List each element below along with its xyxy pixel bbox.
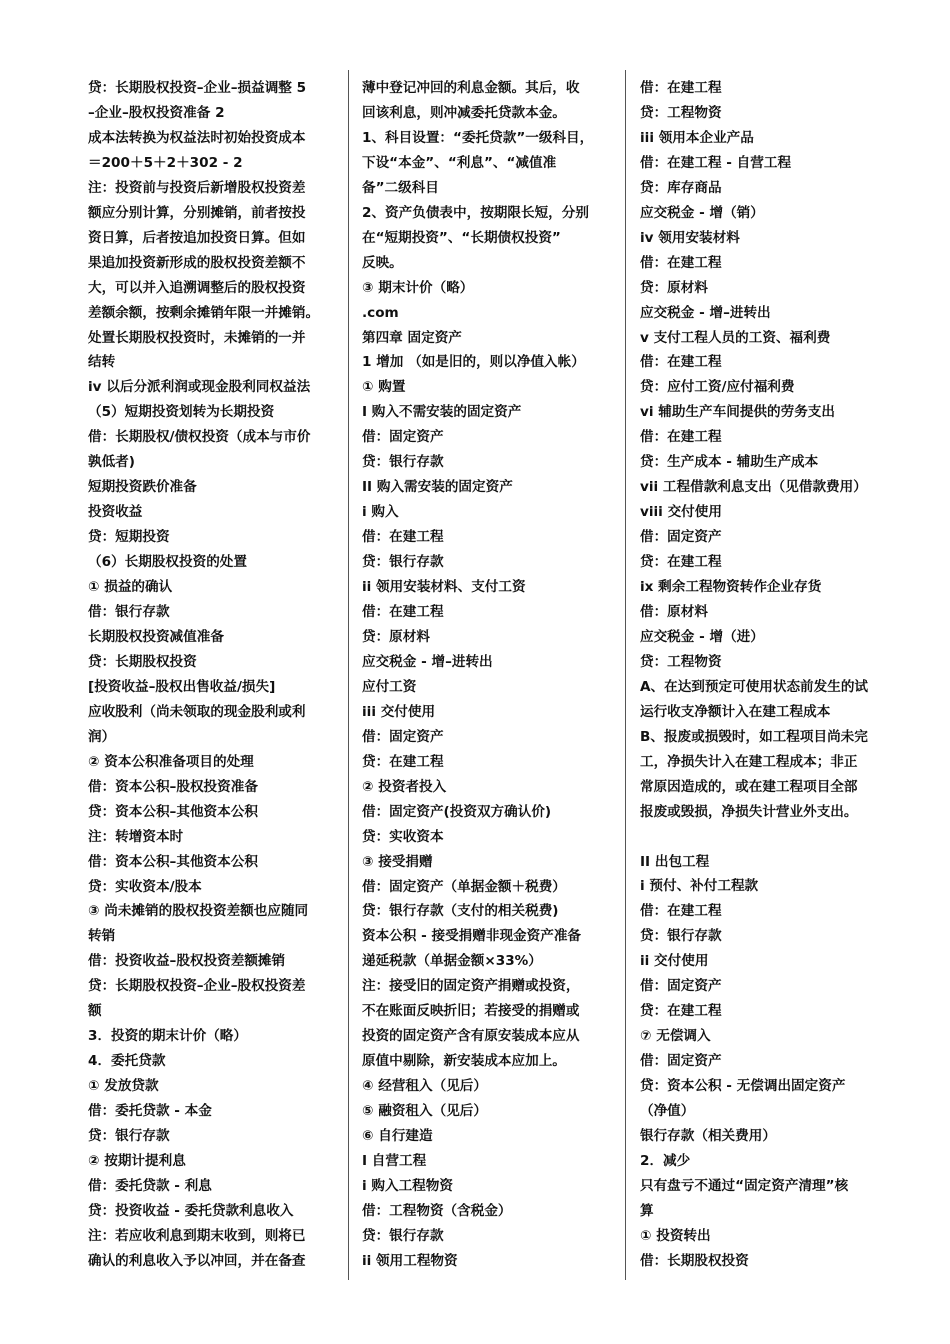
text-line: viii 交付使用 (640, 504, 722, 521)
text-line: 借：固定资产（单据金额＋税费） (362, 878, 566, 895)
text-line: 孰低者) (88, 454, 135, 471)
text-column-3 (640, 76, 890, 1274)
text-line: ⑤ 融资租入（见后） (362, 1103, 487, 1120)
text-line: 贷：库存商品 (640, 179, 722, 196)
text-line: 短期投资跌价准备 (88, 479, 197, 496)
text-line: 贷：银行存款 (362, 1227, 444, 1244)
text-line: 借：固定资产 (640, 529, 722, 546)
text-line: iv 领用安装材料 (640, 229, 740, 246)
text-line: ③ 接受捐赠 (362, 853, 433, 870)
text-line: 资本公积 - 接受捐赠非现金资产准备 (362, 928, 582, 945)
text-line: ③ 尚未摊销的股权投资差额也应随同 (88, 903, 309, 920)
text-line: 长期股权投资减值准备 (88, 628, 224, 645)
text-line: 借：固定资产 (640, 978, 722, 995)
text-line: 3．投资的期末计价（略） (88, 1028, 247, 1045)
text-line: 借：工程物资（含税金） (362, 1202, 512, 1219)
text-line: 转销 (88, 928, 116, 945)
text-line: 常原因造成的，或在建工程项目全部 (640, 778, 858, 795)
text-line: 借：投资收益–股权投资差额摊销 (88, 953, 286, 970)
text-line: B、报废或损毁时，如工程项目尚未完 (640, 728, 868, 745)
text-line: 果追加投资新形成的股权投资差额不 (88, 254, 306, 271)
text-line: 运行收支净额计入在建工程成本 (640, 703, 831, 720)
text-line: 借：在建工程 - 自营工程 (640, 154, 792, 171)
text-line: ⑥ 自行建造 (362, 1128, 433, 1145)
text-line: 薄中登记冲回的利息金额。其后，收 (362, 80, 580, 96)
text-line: 回该利息，则冲减委托贷款本金。 (362, 104, 566, 121)
text-line: 贷：资本公积–其他资本公积 (88, 803, 258, 820)
text-line: 应交税金 - 增（销） (640, 204, 764, 221)
text-line: 结转 (88, 354, 116, 371)
text-line: ① 损益的确认 (88, 579, 173, 596)
text-line: 借：在建工程 (640, 254, 722, 271)
text-line: I 购入不需安装的固定资产 (362, 404, 522, 421)
text-line: 贷：银行存款 (362, 554, 444, 571)
text-line: ② 按期计提利息 (88, 1152, 186, 1169)
text-line: 贷：工程物资 (640, 104, 722, 121)
text-line: 额应分别计算，分别摊销，前者按投 (88, 204, 306, 221)
text-line: 应收股利（尚未领取的现金股利或利 (88, 703, 306, 720)
text-line: A、在达到预定可使用状态前发生的试 (640, 678, 869, 695)
text-line: v 支付工程人员的工资、福利费 (640, 329, 831, 346)
text-line: 贷：长期股权投资–企业–股权投资差 (88, 978, 306, 995)
column-divider (625, 70, 626, 1280)
text-line: ① 投资转出 (640, 1227, 711, 1244)
text-line: 投资收益 (88, 504, 143, 521)
text-line: ＝200＋5＋2＋302 - 2 (88, 154, 243, 171)
text-line: 资日算，后者按追加投资日算。但如 (88, 229, 306, 246)
text-line: 贷：银行存款（支付的相关税费) (362, 903, 559, 920)
text-line: 投资的固定资产含有原安装成本应从 (362, 1028, 580, 1045)
text-line: 反映。 (362, 254, 403, 271)
text-line: 工，净损失计入在建工程成本；非正 (640, 753, 858, 770)
text-line: ② 资本公积准备项目的处理 (88, 753, 254, 770)
text-line: 应交税金 - 增（进） (640, 628, 764, 645)
text-line: 贷：原材料 (640, 279, 708, 296)
text-line: II 出包工程 (640, 853, 710, 870)
text-line: 借：委托贷款 - 本金 (88, 1103, 212, 1120)
text-line: i 购入工程物资 (362, 1177, 453, 1194)
text-line: 贷：在建工程 (640, 1003, 722, 1020)
text-line: .com (362, 304, 399, 321)
text-line: 在“短期投资”、“长期债权投资” (362, 229, 561, 246)
text-line: （净值） (640, 1103, 695, 1120)
text-line: ii 领用安装材料、支付工资 (362, 579, 526, 596)
text-line: 借：委托贷款 - 利息 (88, 1177, 212, 1194)
text-line: 第四章 固定资产 (362, 329, 462, 346)
text-line: 处置长期股权投资时，未摊销的一并 (88, 329, 306, 346)
text-line: I 自营工程 (362, 1152, 427, 1169)
text-line: 借：长期股权/债权投资（成本与市价 (88, 429, 311, 446)
text-line: ② 投资者投入 (362, 778, 447, 795)
text-line: 不在账面反映折旧；若接受的捐赠或 (362, 1003, 580, 1020)
text-line: 报废或毁损，净损失计营业外支出。 (640, 803, 858, 820)
text-line: 贷：长期股权投资 (88, 653, 197, 670)
text-line: 贷：银行存款 (640, 928, 722, 945)
text-line: （6）长期股权投资的处置 (88, 554, 247, 571)
text-line: 借：在建工程 (640, 354, 722, 371)
text-line: 贷：银行存款 (362, 454, 444, 471)
text-line: 额 (88, 1003, 102, 1020)
text-line: 成本法转换为权益法时初始投资成本 (88, 129, 306, 146)
text-line: 借：在建工程 (640, 903, 722, 920)
text-line: ii 交付使用 (640, 953, 709, 970)
text-line: 借：在建工程 (362, 529, 444, 546)
text-line: 注：投资前与投资后新增股权投资差 (88, 179, 306, 196)
text-line: ④ 经营租入（见后） (362, 1078, 487, 1095)
text-line: 只有盘亏不通过“固定资产清理”核 (640, 1177, 849, 1194)
text-line: 注：若应收利息到期末收到，则将已 (88, 1227, 306, 1244)
text-line: 贷：生产成本 - 辅助生产成本 (640, 454, 819, 471)
text-line: vi 辅助生产车间提供的劳务支出 (640, 404, 835, 421)
text-line: 借：固定资产 (362, 429, 444, 446)
text-line: 2、资产负债表中，按期限长短，分别 (362, 204, 589, 221)
text-line: 递延税款（单据金额×33%） (362, 953, 542, 970)
text-line: 借：固定资产 (640, 1053, 722, 1070)
text-line: 算 (640, 1202, 654, 1219)
column-divider (348, 70, 349, 1280)
text-line: 贷：长期股权投资–企业–损益调整 5 (88, 80, 307, 96)
text-line: 备”二级科目 (362, 179, 439, 196)
text-line: ① 购置 (362, 379, 406, 396)
text-line: 银行存款（相关费用） (640, 1128, 776, 1145)
text-line: （5）短期投资划转为长期投资 (88, 404, 275, 421)
text-line: ① 发放贷款 (88, 1078, 159, 1095)
text-line: 借：资本公积–其他资本公积 (88, 853, 258, 870)
text-column-1 (88, 76, 338, 1274)
text-line: 贷：资本公积 - 无偿调出固定资产 (640, 1078, 846, 1095)
text-line: iv 以后分派利润或现金股利同权益法 (88, 379, 311, 396)
text-line: 润） (88, 728, 116, 745)
text-line: i 购入 (362, 504, 399, 521)
text-line: 注：接受旧的固定资产捐赠或投资， (362, 978, 580, 995)
text-line: vii 工程借款利息支出（见借款费用） (640, 479, 867, 496)
text-line: 2．减少 (640, 1152, 691, 1169)
text-line: 贷：投资收益 - 委托贷款利息收入 (88, 1202, 294, 1219)
text-line: 差额余额，按剩余摊销年限一并摊销。 (88, 304, 320, 321)
text-line: 贷：实收资本/股本 (88, 878, 202, 895)
text-line: –企业–股权投资准备 2 (88, 104, 225, 121)
text-line: 大，可以并入追溯调整后的股权投资 (88, 279, 306, 296)
text-line: ix 剩余工程物资转作企业存货 (640, 579, 822, 596)
text-line: 借：在建工程 (640, 429, 722, 446)
text-line: 1 增加 （如是旧的，则以净值入帐） (362, 354, 585, 371)
text-line: 借：固定资产(投资双方确认价) (362, 803, 552, 820)
text-line: iii 交付使用 (362, 703, 436, 720)
text-line: 贷：应付工资/应付福利费 (640, 379, 795, 396)
text-line: 贷：在建工程 (640, 554, 722, 571)
text-line: 贷：短期投资 (88, 529, 170, 546)
text-line: [投资收益–股权出售收益/损失] (88, 678, 276, 695)
text-line: 注：转增资本时 (88, 828, 184, 845)
text-line: 应付工资 (362, 678, 417, 695)
text-line: 借：固定资产 (362, 728, 444, 745)
text-line: iii 领用本企业产品 (640, 129, 754, 146)
text-line: 1、科目设置：“委托贷款”一级科目， (362, 129, 594, 146)
text-line: 借：在建工程 (362, 604, 444, 621)
text-line: ③ 期末计价（略） (362, 279, 474, 296)
text-line: i 预付、补付工程款 (640, 878, 759, 895)
text-line: II 购入需安装的固定资产 (362, 479, 513, 496)
text-line: 贷：在建工程 (362, 753, 444, 770)
text-line: 借：长期股权投资 (640, 1252, 749, 1269)
text-line: 借：银行存款 (88, 604, 170, 621)
text-line: 借：资本公积–股权投资准备 (88, 778, 258, 795)
text-line: 借：在建工程 (640, 80, 722, 96)
text-line: 贷：工程物资 (640, 653, 722, 670)
text-line: 贷：实收资本 (362, 828, 444, 845)
text-line: ⑦ 无偿调入 (640, 1028, 711, 1045)
text-line: 应交税金 - 增–进转出 (640, 304, 771, 321)
text-line: 借：原材料 (640, 604, 708, 621)
text-line: 应交税金 - 增–进转出 (362, 653, 493, 670)
text-line: 原值中剔除，新安装成本应加上。 (362, 1053, 566, 1070)
text-line: 贷：银行存款 (88, 1128, 170, 1145)
text-line: 贷：原材料 (362, 628, 430, 645)
text-line: 下设“本金”、“利息”、“减值准 (362, 154, 557, 171)
text-line (640, 825, 890, 850)
text-line: ii 领用工程物资 (362, 1252, 458, 1269)
text-line: 4．委托贷款 (88, 1053, 166, 1070)
text-column-2 (362, 76, 612, 1274)
text-line: 确认的利息收入予以冲回，并在备查 (88, 1252, 306, 1269)
